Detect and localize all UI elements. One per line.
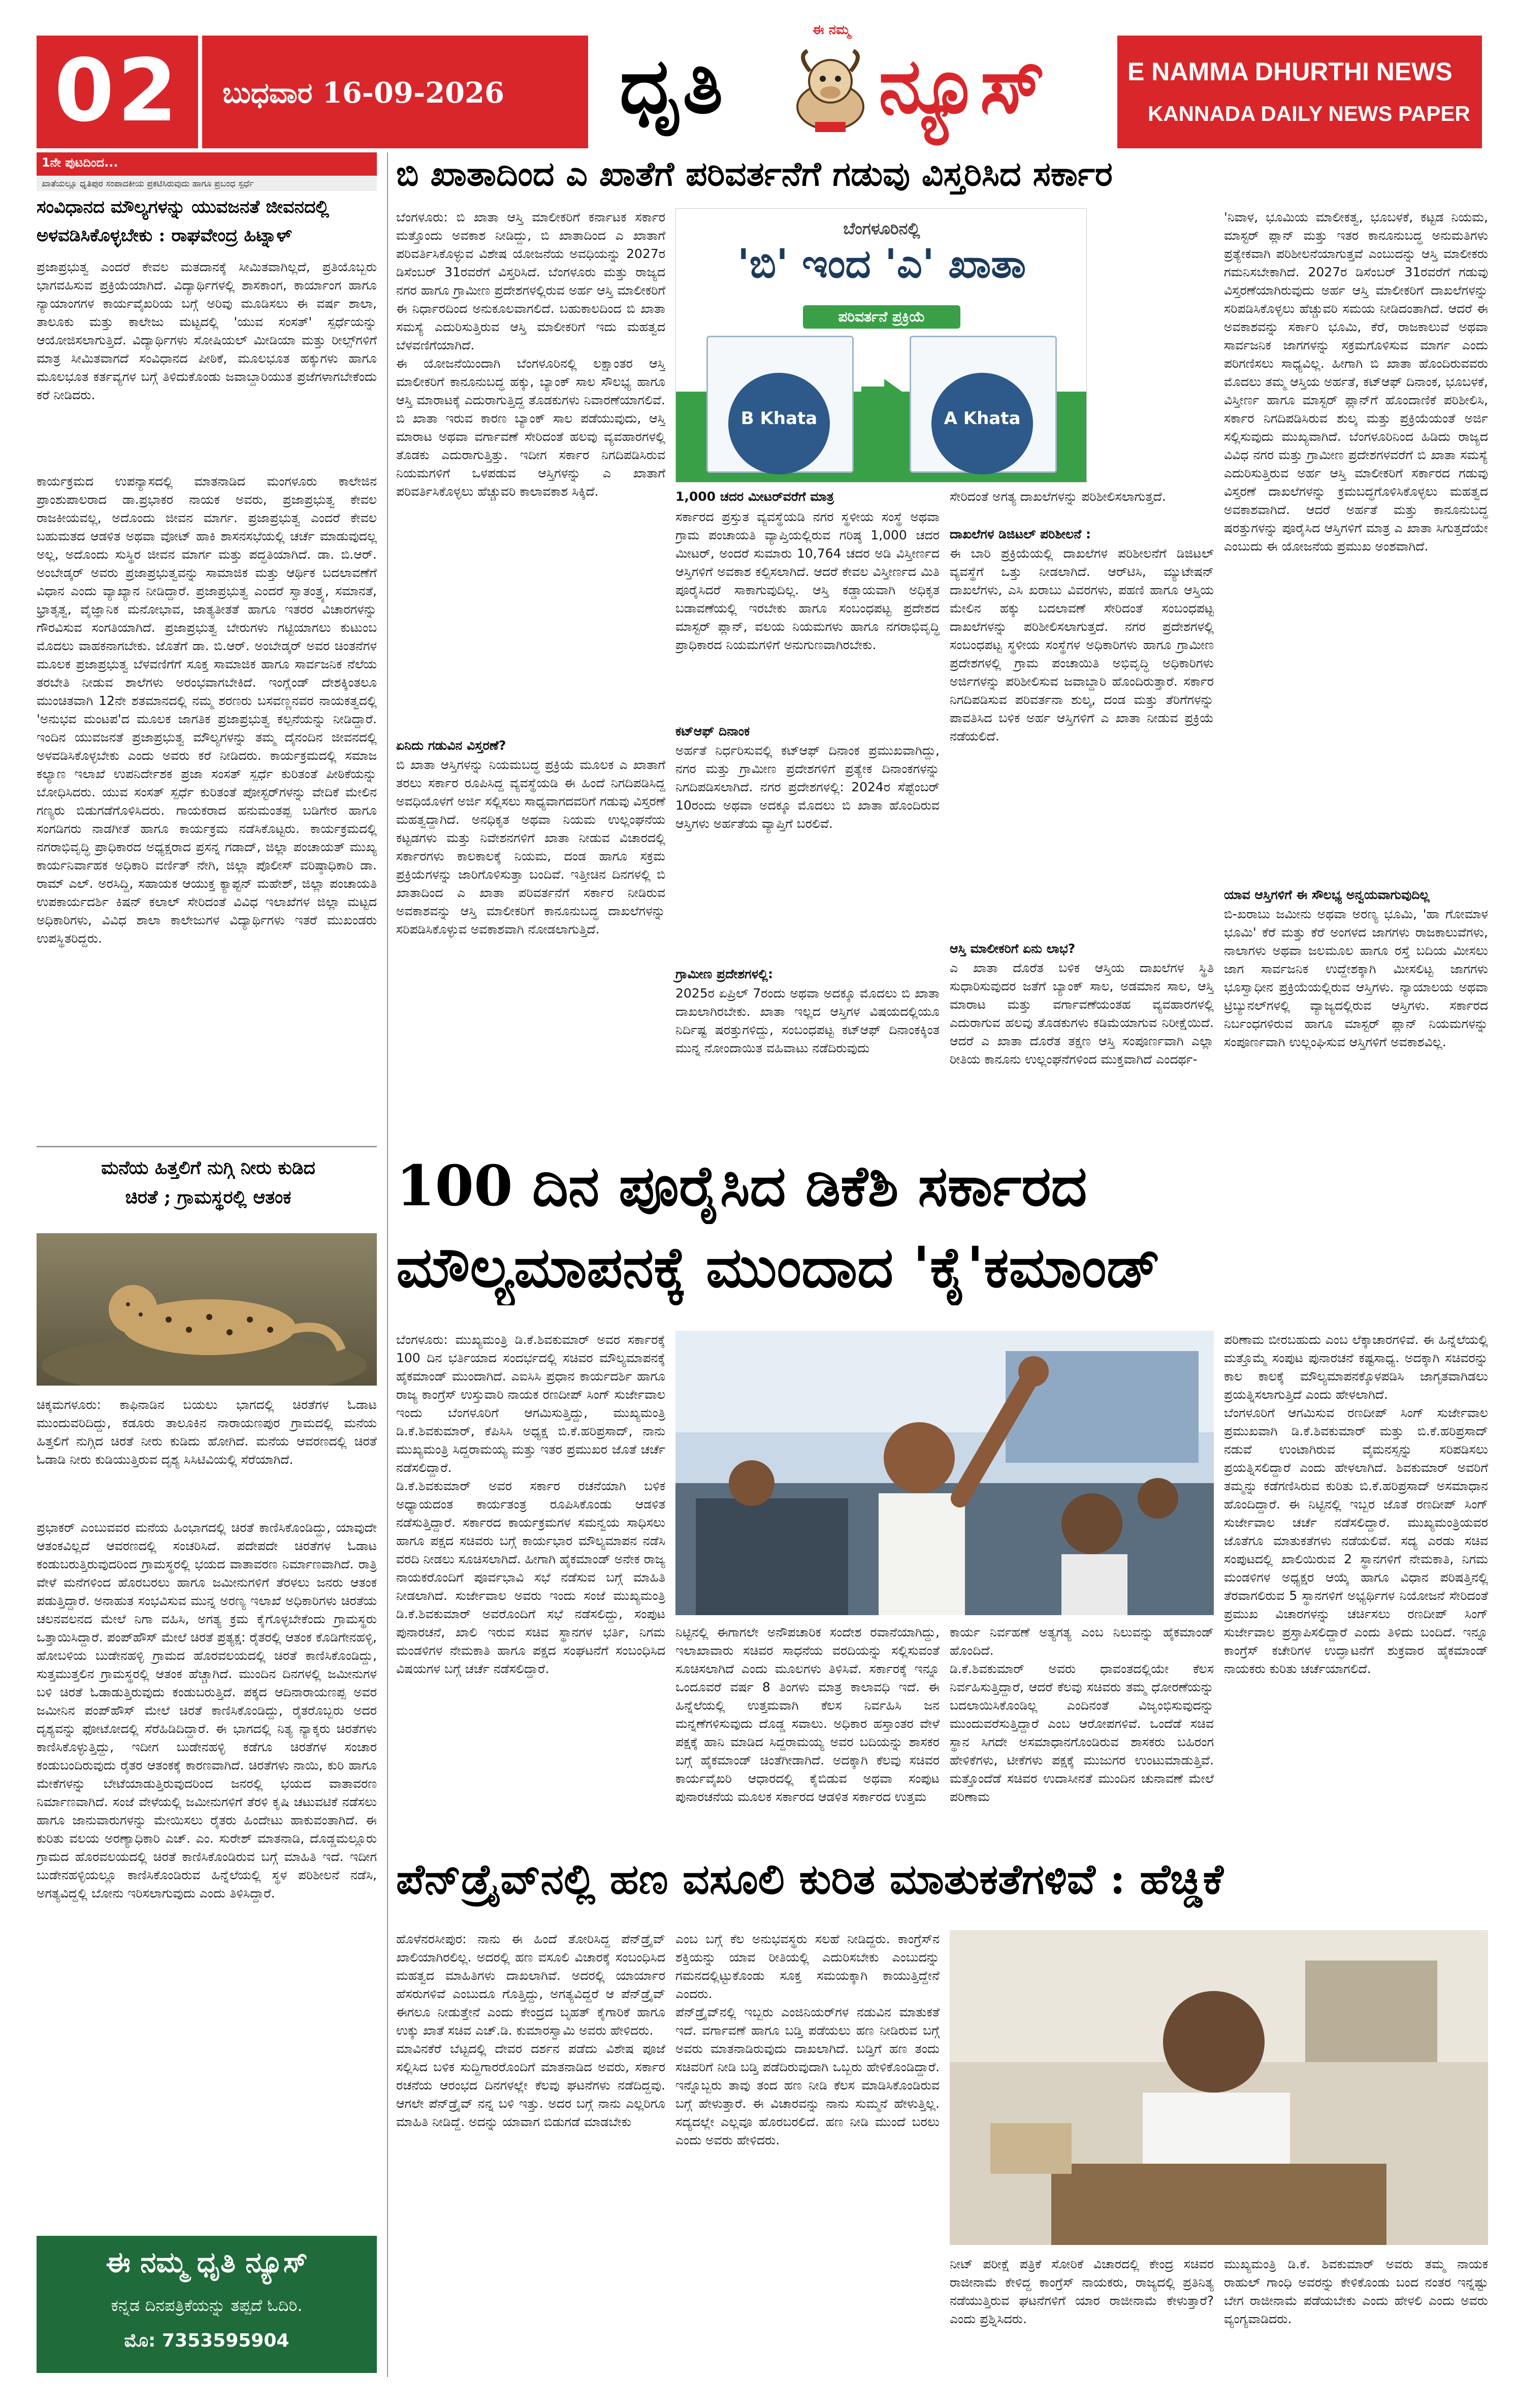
left-story2-body-2: ಪ್ರಭಾಕರ್ ಎಂಬುವವರ ಮನೆಯ ಹಿಂಭಾಗದಲ್ಲಿ ಚಿರತೆ ಕಾಣಿಸಿಕೊಂಡಿದ್ದು, ಯಾವುದೇ ಆತಂಕವಿಲ್ಲದೆ ಆವರಣದಲ್ಲಿ ಸಂಚರಿಸಿದೆ. ಪದೇಪದೇ ಚಿರತೆಗಳ ಓಡಾಟ ಕಂಡುಬರುತ್ತಿರುವುದರಿಂದ ಗ್ರಾಮಸ್ಥರಲ್ಲಿ ಭಯದ ವಾತಾವರಣ ನಿರ್ಮಾಣವಾಗಿದೆ. ರಾತ್ರಿ ವೇಳೆ ಮನೆಗಳಿಂದ ಹೊರಬರಲು ಹಾಗೂ ಜಮೀನುಗಳಿಗೆ ತೆರಳಲು ಜನರು ಆತಂಕ ಪಡುತ್ತಿದ್ದಾರೆ. ಅನಾಹುತ ಸಂಭವಿಸುವ ಮುನ್ನ ಅರಣ್ಯ ಇಲಾಖೆ ಅಧಿಕಾರಿಗಳು ಚಿರತೆಯ ಚಲನವಲನದ ಮೇಲೆ ನಿಗಾ ವಹಿಸಿ, ಅಗತ್ಯ ಕ್ರಮ ಕೈಗೊಳ್ಳಬೇಕೆಂದು ಗ್ರಾಮಸ್ಥರು ಒತ್ತಾಯಿಸಿದ್ದಾರೆ. ಪಂಪ್‌ಹೌಸ್ ಮೇಲೆ ಚಿರತೆ ಪ್ರತ್ಯಕ್ಷ: ರೈತರಲ್ಲಿ ಆತಂಕ ಕೊಡಿಗೇನಹಳ್ಳಿ, ಹೋಬಳಿಯ ಬುಡೇನಹಳ್ಳಿ ಗ್ರಾಮದ ಹೊರವಲಯದಲ್ಲಿ ಚಿರತೆ ಕಾಣಿಸಿಕೊಂಡಿದ್ದು, ಸುತ್ತಮುತ್ತಲಿನ ಗ್ರಾಮಸ್ಥರಲ್ಲಿ ಆತಂಕ ಹೆಚ್ಚಾಗಿದೆ. ಮುಂದಿನ ದಿನಗಳಲ್ಲಿ ಜಮೀನುಗಳ ಬಳಿ ಚಿರತೆ ಓಡಾಡುತ್ತಿರುವುದು ಕಂಡುಬರುತ್ತಿದೆ. ಪಕ್ಕದ ಆದಿನಾರಾಯಣಪ್ಪ ಅವರ ಜಮೀನಿನ ಪಂಪ್‌ಹೌಸ್ ಮೇಲೆ ಚಿರತೆ ಕಾಣಿಸಿಕೊಂಡಿದ್ದು, ರೈತರೊಬ್ಬರು ಅದರ ದೃಶ್ಯವನ್ನು ಫೋಟೋದಲ್ಲಿ ಸೆರೆಹಿಡಿದಿದ್ದಾರೆ. ಈ ಭಾಗದಲ್ಲಿ ನಿತ್ಯ ನ್ಯಾಕ್ಕರು ಚಿರತೆಗಳು ಕಾಣಿಸಿಕೊಳ್ಳುತ್ತಿದ್ದು, ಇದೀಗ ಬುಡೇನಹಳ್ಳಿ ಕಡೆಗೂ ಚಿರತೆಗಳ ಸಂಚಾರ ಕಂಡುಬಂದಿರುವುದು ರೈತರ ಆತಂಕಕ್ಕೆ ಕಾರಣವಾಗಿದೆ. ಚಿರತೆಗಳು ನಾಯಿ, ಕುರಿ ಹಾಗೂ ಮೇಕೆಗಳನ್ನು ಬೇಟೆಯಾಡುತ್ತಿರುವುದರಿಂದ ಜನರಲ್ಲಿ ಭಯದ ವಾತಾವರಣ ನಿರ್ಮಾಣವಾಗಿದೆ. ಸಂಜೆ ವೇಳೆಯಲ್ಲಿ ಜಮೀನುಗಳಿಗೆ ತೆರಳಿ ಕೃಷಿ ಚಟುವಟಿಕೆ ನಡೆಸಲು ಹಾಗೂ ಜಾನುವಾರುಗಳನ್ನು ಮೇಯಿಸಲು ರೈತರು ಹಿಂದೇಟು ಹಾಕುವಂತಾಗಿದೆ. ಈ ಕುರಿತು ವಲಯ ಅರಣ್ಯಾಧಿಕಾರಿ ಎಚ್. ಎಂ. ಸುರೇಶ್ ಮಾತನಾಡಿ, ದೊಡ್ಡಮಲ್ಲೂರು ಗ್ರಾಮದ ಹೊರವಲಯದಲ್ಲಿ ಚಿರತೆ ಕಾಣಿಸಿಕೊಂಡಿರುವ ಬಗ್ಗೆ ಮಾಹಿತಿ ಇದೆ. ಇದೀಗ ಬುಡೇನಹಳ್ಳಿಯಲ್ಲೂ ಕಾಣಿಸಿಕೊಂಡಿರುವ ಹಿನ್ನೆಲೆಯಲ್ಲಿ ಸ್ಥಳ ಪರಿಶೀಲನೆ ನಡೆಸಿ, ಅಗತ್ಯವಿದ್ದಲ್ಲಿ ಬೋನು ಇರಿಸಲಾಗುವುದು ಎಂದು ತಿಳಿಸಿದ್ದಾರೆ. bbox=[37, 1520, 377, 1901]
dk-headline-1: 100 ದಿನ ಪೂರೈಸಿದ ಡಿಕೆಶಿ ಸರ್ಕಾರದ bbox=[396, 1153, 1087, 1218]
logo-small-text: ಈ ನಮ್ಮ bbox=[813, 22, 851, 38]
section-divider bbox=[37, 1146, 377, 1147]
lead-col3-b: ಈ ಬಾರಿ ಪ್ರಕ್ರಿಯೆಯಲ್ಲಿ ದಾಖಲೆಗಳ ಪರಿಶೀಲನೆಗೆ ಡಿಜಿಟಲ್ ವ್ಯವಸ್ಥೆಗೆ ಒತ್ತು ನೀಡಲಾಗಿದೆ. ಆರ್‌ಟಿಸಿ, ಮ್ಯುಟೇಷನ್ ದಾಖಲೆಗಳು, ಎಸಿ ಖರಾಬು ವಿವರಗಳು, ಪಹಣಿ ಹಾಗೂ ಆಸ್ತಿಯ ಮೇಲಿನ ಹಕ್ಕು ಬದಲಾವಣೆ ಸೇರಿದಂತೆ ಸಂಬಂಧಪಟ್ಟ ದಾಖಲೆಗಳನ್ನು ಪರಿಶೀಲಿಸಲಾಗುತ್ತದೆ. ನಗರ ಪ್ರದೇಶಗಳಲ್ಲಿ ಸಂಬಂಧಪಟ್ಟ ಸ್ಥಳೀಯ ಸಂಸ್ಥೆಗಳ ಅಧಿಕಾರಿಗಳು ಹಾಗೂ ಗ್ರಾಮೀಣ ಪ್ರದೇಶಗಳಲ್ಲಿ ಗ್ರಾಮ ಪಂಚಾಯಿತಿ ಅಭಿವೃದ್ಧಿ ಅಧಿಕಾರಿಗಳು ಅರ್ಜಿಗಳನ್ನು ಪರಿಶೀಲಿಸುವ ಜವಾಬ್ದಾರಿ ಹೊಂದಿರುತ್ತಾರೆ. ಸರ್ಕಾರ ನಿಗದಿಪಡಿಸುವ ಪರಿವರ್ತನಾ ಶುಲ್ಕ, ದಂಡ ಮತ್ತು ತೆರಿಗೆಗಳನ್ನು ಪಾವತಿಸಿದ ಬಳಿಕ ಅರ್ಹ ಆಸ್ತಿಗಳಿಗೆ ಎ ಖಾತಾ ನೀಡುವ ಪ್ರಕ್ರಿಯೆ ನಡೆಯಲಿದೆ. bbox=[950, 546, 1214, 744]
pendrive-photo-caption: ನೀಟ್ ಪರೀಕ್ಷೆ ಪತ್ರಿಕೆ ಸೋರಿಕೆ ವಿಚಾರದಲ್ಲಿ ಕೇಂದ್ರ ಸಚಿವರ ರಾಜೀನಾಮೆ ಕೇಳಿದ್ದ ಕಾಂಗ್ರೆಸ್ ನಾಯಕರು, ರಾಜ್ಯದಲ್ಲಿ ಪ್ರತಿನಿತ್ಯ ನಡೆಯುತ್ತಿರುವ ಘಟನೆಗಳಿಗೆ ಯಾರ ರಾಜೀನಾಮೆ ಕೇಳುತ್ತಾರೆ? ಎಂದು ಪ್ರಶ್ನಿಸಿದರು. bbox=[950, 2257, 1214, 2326]
kumaraswamy-photo bbox=[950, 1930, 1488, 2245]
ad-title: ಈ ನಮ್ಮ ಧೃತಿ ನ್ಯೂಸ್ bbox=[106, 2246, 308, 2279]
left-story1-body-2: ಕಾರ್ಯಕ್ರಮದ ಉಪನ್ಯಾಸದಲ್ಲಿ ಮಾತನಾಡಿದ ಮಂಗಳೂರು ಕಾಲೇಜಿನ ಪ್ರಾಂಶುಪಾಲರಾದ ಡಾ.ಪ್ರಭಾಕರ ನಾಯಕ ಅವರು, ಪ್ರಜಾಪ್ರಭುತ್ವ ಕೇವಲ ರಾಜಕೀಯವಲ್ಲ, ಅದೊಂದು ಜೀವನ ಮಾರ್ಗ. ಪ್ರಜಾಪ್ರಭುತ್ವ ಎಂದರೆ ಕೇವಲ ಬಹುಮತದ ಆಡಳಿತ ಅಥವಾ ವೋಟ್ ಹಾಕಿ ಶಾಸನಸಭೆಯಲ್ಲಿ ಚರ್ಚೆ ಮಾಡುವುದಲ್ಲ ಅಲ್ಲ, ಅದೊಂದು ಸುಸ್ಥಿರ ಜೀವನ ಮಾರ್ಗ ಮತ್ತು ಪದ್ಧತಿಯಾಗಿದೆ. ಡಾ. ಬಿ.ಆರ್. ಅಂಬೇಡ್ಕರ್ ಅವರು ಪ್ರಜಾಪ್ರಭುತ್ವವನ್ನು ಸಾಮಾಜಿಕ ಮತ್ತು ಆರ್ಥಿಕ ಬದಲಾವಣೆಗೆ ವಿಧಾನ ಎಂದು ವ್ಯಾಖ್ಯಾನ ನೀಡಿದ್ದಾರೆ. ಪ್ರಜಾಪ್ರಭುತ್ವ ಎಂದರೆ ಸ್ವಾತಂತ್ರ್ಯ, ಸಮಾನತೆ, ಭ್ರಾತೃತ್ವ, ವೈಜ್ಞಾನಿಕ ಮನೋಭಾವ, ಜಾತ್ಯತೀತತೆ ಹಾಗೂ ಇತರರ ವಿಚಾರಗಳನ್ನು ಗೌರವಿಸುವ ಸಂಗತಿಯಾಗಿದೆ. ಪ್ರಜಾಪ್ರಭುತ್ವ ಬೇರುಗಳು ಗಟ್ಟಿಯಾಗಲು ಕುಟುಂಬ ಮೊದಲು ವಾಹಕನಾಗಬೇಕು. ಜೊತೆಗೆ ಡಾ. ಬಿ.ಆರ್. ಅಂಬೇಡ್ಕರ್ ಅವರ ಚಿಂತನೆಗಳ ಮೂಲಕ ಪ್ರಜಾಪ್ರಭುತ್ವ ಬೆಳವಣಿಗೆಗೆ ಸೂಕ್ತ ಸಾಮಾಜಿಕ ಹಾಗೂ ಸಾರ್ವಜನಿಕ ನೆಲೆಯ ತರಬೇತಿ ನೀಡುವ ಶಾಲೆಗಳು ಅರಂಭವಾಗಬೇಕಿದೆ. ಇಂಗ್ಲೆಂಡ್ ದೇಶಕ್ಕಿಂತಲೂ ಮುಂಚಿತವಾಗಿ 12ನೇ ಶತಮಾನದಲ್ಲಿ ನಮ್ಮ ಶರಣರು ಬಸವಣ್ಣನವರ ನಾಯಕತ್ವದಲ್ಲಿ 'ಅನುಭವ ಮಂಟಪ'ದ ಮೂಲಕ ಜಾಗತಿಕ ಪ್ರಜಾಪ್ರಭುತ್ವ ಕಲ್ಪನೆಯನ್ನು ನೀಡಿದ್ದಾರೆ. ಇಂದಿನ ಯುವಜನತೆ ಪ್ರಜಾಪ್ರಭುತ್ವ ಮೌಲ್ಯಗಳನ್ನು ತಮ್ಮ ದೈನಂದಿನ ಜೀವನದಲ್ಲಿ ಅಳವಡಿಸಿಕೊಳ್ಳಬೇಕು ಎಂದು ಅವರು ಕರೆ ನೀಡಿದರು. ಕಾರ್ಯಕ್ರಮದಲ್ಲಿ ಸಮಾಜ ಕಲ್ಯಾಣ ಇಲಾಖೆ ಉಪನಿರ್ದೇಶಕ ಪ್ರಜಾ ಸಂಸತ್ ಸ್ಪರ್ಧೆ ಕುರಿತಂತೆ ಪೀಠಿಕೆಯನ್ನು ಬೋಧಿಸಿದರು. ಯುವ ಸಂಸತ್ ಸ್ಪರ್ಧೆ ಕುರಿತಂತೆ ಪೋಸ್ಟರ್‌ಗಳನ್ನು ವೇದಿಕೆ ಮೇಲಿನ ಗಣ್ಯರು ಬಿಡುಗಡೆಗೊಳಿಸಿದರು. ಗಾಯಕರಾದ ಹನುಮಂತಪ್ಪ ಬಡಿಗೇರ ಹಾಗೂ ಸಂಗಡಿಗರು ನಾಡಗೀತೆ ಹಾಗೂ ಕಾರ್ಯಕ್ರಮ ನಡೆಸಿಕೊಟ್ಟರು. ಕಾರ್ಯಕ್ರಮದಲ್ಲಿ ನಗರಾಭಿವೃದ್ಧಿ ಪ್ರಾಧಿಕಾರದ ಅಧ್ಯಕ್ಷರಾದ ಪ್ರಸನ್ನ ಗಡಾದ್, ಜಿಲ್ಲಾ ಪಂಚಾಯತ್ ಮುಖ್ಯ ಕಾರ್ಯನಿರ್ವಾಹಕ ಅಧಿಕಾರಿ ವರ್ಣಿತ್ ನೇಗಿ, ಜಿಲ್ಲಾ ಪೊಲೀಸ್ ವರಿಷ್ಠಾಧಿಕಾರಿ ಡಾ. ರಾಮ್ ಎಲ್. ಅರಸಿದ್ದಿ, ಸಹಾಯಕ ಆಯುಕ್ತ ಕ್ಯಾಪ್ಟನ್ ಮಹೇಶ್, ಜಿಲ್ಲಾ ಪಂಚಾಯತಿ ಉಪಕಾರ್ಯದರ್ಶಿ ಕಿಷನ್ ಕಲಾಲ್ ಸೇರಿದಂತೆ ವಿವಿಧ ಇಲಾಖೆಗಳ ಜಿಲ್ಲಾ ಮಟ್ಟದ ಅಧಿಕಾರಿಗಳು, ವಿವಿಧ ಶಾಲಾ ಕಾಲೇಜುಗಳ ವಿದ್ಯಾರ್ಥಿಗಳು ಇತರೆ ಮುಖಂಡರು ಉಪಸ್ಥಿತರಿದ್ದರು. bbox=[37, 474, 377, 946]
column-rule bbox=[387, 152, 388, 2377]
continued-tag-text: 1ನೇ ಪುಟದಿಂದ... bbox=[42, 155, 118, 170]
graphic-kicker: ಬೆಂಗಳೂರಿನಲ್ಲಿ bbox=[843, 219, 920, 238]
lead-col2-subhead-0: 1,000 ಚದರ ಮೀಟರ್‌ವರೆಗೆ ಮಾತ್ರ bbox=[675, 489, 834, 504]
ad-phone: ಮೊ: 7353595904 bbox=[124, 2330, 289, 2351]
left-story2-body-1: ಚಿಕ್ಕಮಗಳೂರು: ಕಾಫಿನಾಡಿನ ಬಯಲು ಭಾಗದಲ್ಲಿ ಚಿರತೆಗಳ ಓಡಾಟ ಮುಂದುವರಿದಿದ್ದು, ಕಡೂರು ತಾಲೂಕಿನ ನಾರಾಯಣಪುರ ಗ್ರಾಮದಲ್ಲಿ ಮನೆಯ ಹಿತ್ತಲಿಗೆ ನುಗ್ಗಿದ ಚಿರತೆ ನೀರು ಕುಡಿದು ಹೋಗಿದೆ. ಮನೆಯ ಆವರಣದಲ್ಲಿ ಚಿರತೆ ಓಡಾಡಿ ನೀರು ಕುಡಿಯುತ್ತಿರುವ ದೃಶ್ಯ ಸಿಸಿಟಿವಿಯಲ್ಲಿ ಸೆರೆಯಾಗಿದೆ. bbox=[37, 1397, 377, 1467]
khata-graphic bbox=[675, 208, 1087, 483]
logo-left-word: ಧೃತಿ bbox=[620, 42, 723, 131]
continued-tag-subline: ಖಾತೆಯಲ್ಲೂ ಧೃತಿಪುರ ಸಂಪಾದಕೀಯ ಪ್ರಕಟಿಸಿರುವುದು ಹಾಗೂ ಪ್ರಬಂಧ ಸ್ಪರ್ಧೆ bbox=[37, 177, 377, 191]
dk-headline-2: ಮೌಲ್ಯಮಾಪನಕ್ಕೆ ಮುಂದಾದ 'ಕೈ'ಕಮಾಂಡ್ bbox=[396, 1234, 1160, 1300]
left-story1-headline-2: ಅಳವಡಿಸಿಕೊಳ್ಳಬೇಕು : ರಾಘವೇಂದ್ರ ಹಿಟ್ನಾಳ್ bbox=[37, 225, 292, 246]
lead-col4-subhead: ಯಾವ ಆಸ್ತಿಗಳಿಗೆ ಈ ಸೌಲಭ್ಯ ಅನ್ವಯವಾಗುವುದಿಲ್ಲ bbox=[1224, 887, 1430, 902]
lead-col3-c: ಎ ಖಾತಾ ದೊರೆತ ಬಳಿಕ ಆಸ್ತಿಯ ದಾಖಲೆಗಳ ಸ್ಥಿತಿ ಸುಧಾರಿಸುವುದರ ಜತೆಗೆ ಬ್ಯಾಂಕ್ ಸಾಲ, ಅಡಮಾನ ಸಾಲ, ಆಸ್ತಿ ಮಾರಾಟ ಮತ್ತು ವರ್ಗಾವಣೆಯಂತಹ ವ್ಯವಹಾರಗಳಲ್ಲಿ ಎದುರಾಗುವ ಹಲವು ತೊಡಕುಗಳು ಕಡಿಮೆಯಾಗುವ ನಿರೀಕ್ಷೆಯಿದೆ. ಆದರೆ ಎ ಖಾತಾ ದೊರೆತ ತಕ್ಷಣ ಆಸ್ತಿ ಸಂಪೂರ್ಣವಾಗಿ ಎಲ್ಲಾ ರೀತಿಯ ಕಾನೂನು ಉಲ್ಲಂಘನೆಗಳಿಂದ ಮುಕ್ತವಾಗಿದೆ ಎಂದರ್ಥ- bbox=[950, 960, 1214, 1067]
lead-col3-subhead-2: ಆಸ್ತಿ ಮಾಲೀಕರಿಗೆ ಏನು ಲಾಭ? bbox=[950, 941, 1076, 956]
left-story2-headline-1: ಮನೆಯ ಹಿತ್ತಲಿಗೆ ನುಗ್ಗಿ ನೀರು ಕುಡಿದ bbox=[101, 1157, 315, 1178]
lead-col3-subhead-1: ದಾಖಲೆಗಳ ಡಿಜಿಟಲ್ ಪರಿಶೀಲನೆ : bbox=[950, 527, 1091, 541]
arrow-right-icon bbox=[859, 376, 905, 407]
graphic-title: 'ಬಿ' ಇಂದ 'ಎ' ಖಾತಾ bbox=[737, 241, 1026, 287]
lead-col2-b: ಅರ್ಹತೆ ನಿರ್ಧರಿಸುವಲ್ಲಿ ಕಟ್‌ಆಫ್ ದಿನಾಂಕ ಪ್ರಮುಖವಾಗಿದ್ದು, ನಗರ ಮತ್ತು ಗ್ರಾಮೀಣ ಪ್ರದೇಶಗಳಿಗೆ ಪ್ರತ್ಯೇಕ ದಿನಾಂಕಗಳನ್ನು ನಿಗದಿಪಡಿಸಲಾಗಿದೆ. ನಗರ ಪ್ರದೇಶಗಳಲ್ಲಿ: 2024ರ ಸೆಪ್ಟೆಂಬರ್ 10ರಂದು ಅಥವಾ ಅದಕ್ಕೂ ಮೊದಲು ಬಿ ಖಾತಾ ಹೊಂದಿರುವ ಆಸ್ತಿಗಳು ಅರ್ಹತೆಯ ವ್ಯಾಪ್ತಿಗೆ ಬರಲಿವೆ. bbox=[675, 743, 940, 831]
english-title-box bbox=[1117, 36, 1482, 148]
graphic-band: ಪರಿವರ್ತನೆ ಪ್ರಕ್ರಿಯೆ bbox=[803, 305, 960, 329]
lead-col1-b: ಬಿ ಖಾತಾ ಆಸ್ತಿಗಳನ್ನು ನಿಯಮಬದ್ಧ ಪ್ರಕ್ರಿಯೆ ಮೂಲಕ ಎ ಖಾತಾಗೆ ತರಲು ಸರ್ಕಾರ ರೂಪಿಸಿದ್ದ ವ್ಯವಸ್ಥೆಯಡಿ ಈ ಹಿಂದೆ ನಿಗದಿಪಡಿಸಿದ್ದ ಅವಧಿಯೊಳಗೆ ಅರ್ಜಿ ಸಲ್ಲಿಸಲು ಸಾಧ್ಯವಾಗದವರಿಗೆ ಗಡುವು ವಿಸ್ತರಣೆ ಮಹತ್ವದ್ದಾಗಿದೆ. ಅನಧಿಕೃತ ಅಥವಾ ನಿಯಮ ಉಲ್ಲಂಘನೆಯ ಕಟ್ಟಡಗಳು ಮತ್ತು ನಿವೇಶನಗಳಿಗೆ ಖಾತಾ ನೀಡುವ ವಿಚಾರದಲ್ಲಿ ಸರ್ಕಾರಗಳು ಕಾಲಕಾಲಕ್ಕೆ ನಿಯಮ, ದಂಡ ಹಾಗೂ ಸಕ್ರಮ ಪ್ರಕ್ರಿಯೆಗಳನ್ನು ಜಾರಿಗೊಳಿಸುತ್ತಾ ಬಂದಿವೆ. ಇತ್ತೀಚಿನ ದಿನಗಳಲ್ಲಿ ಬಿ ಖಾತಾದಿಂದ ಎ ಖಾತಾ ಪರಿವರ್ತನೆಗೆ ಸರ್ಕಾರ ನೀಡಿರುವ ಅವಕಾಶವನ್ನು ಆಸ್ತಿ ಮಾಲೀಕರಿಗೆ ಕಾನೂನುಬದ್ಧ ದಾಖಲೆಗಳನ್ನು ಸರಿಪಡಿಸಿಕೊಳ್ಳುವ ಅವಕಾಶವಾಗಿ ನೋಡಲಾಗುತ್ತಿದೆ. bbox=[396, 757, 665, 937]
a-khata-doc bbox=[910, 336, 1057, 473]
dk-col4: ಪರಿಣಾಮ ಬೀರಬಹುದು ಎಂಬ ಲೆಕ್ಕಾಚಾರಗಳಿವೆ. ಈ ಹಿನ್ನೆಲೆಯಲ್ಲಿ ಮತ್ತೊಮ್ಮೆ ಸಂಪುಟ ಪುನಾರಚನೆ ಕಷ್ಟಸಾಧ್ಯ. ಅದಕ್ಕಾಗಿ ಸಚಿವರನ್ನು ಕಾಲ ಕಾಲಕ್ಕೆ ಮೌಲ್ಯಮಾಪನಕ್ಕೊಳಪಡಿಸಿ ಜಾಗೃತವಾಗಿಡಲು ಪ್ರಯತ್ನಿಸಲಾಗುತ್ತಿದೆ ಎಂದು ಹೇಳಲಾಗಿದೆ. ಬೆಂಗಳೂರಿಗೆ ಆಗಮಿಸುವ ರಣದೀಪ್ ಸಿಂಗ್ ಸುರ್ಜೇವಾಲ ಪ್ರಮುಖವಾಗಿ ಡಿ.ಕೆ.ಶಿವಕುಮಾರ್ ಮತ್ತು ಬಿ.ಕೆ.ಹರಿಪ್ರಸಾದ್ ನಡುವೆ ಉಂಟಾಗಿರುವ ವೈಮನಸ್ಸನ್ನು ಸರಿಪಡಿಸಲು ಪ್ರಯತ್ನಿಸಲಿದ್ದಾರೆ ಎಂದು ಹೇಳಲಾಗಿದೆ. ಶಿವಕುಮಾರ್‌ ಅವರಿಗೆ ತಮ್ಮನ್ನು ಕಡೆಗಣಿಸಿರುವ ಕುರಿತು ಬಿ.ಕೆ.ಹರಿಪ್ರಸಾದ್ ಅಸಮಾಧಾನ ಹೊಂದಿದ್ದಾರೆ. ಈ ನಿಟ್ಟಿನಲ್ಲಿ ಇಬ್ಬರ ಜೊತೆ ರಣದೀಪ್ ಸಿಂಗ್ ಸುರ್ಜೇವಾಲ ಚರ್ಚೆ ನಡೆಸಲಿದ್ದಾರೆ. ಮುಖ್ಯಮಂತ್ರಿಯವರ ಜೊತೆಗೂ ಮಾತುಕತೆಗಳು ನಡೆಯಲಿವೆ. ಸದ್ಯ ಎರಡು ಸಚಿವ ಸಂಪುಟದಲ್ಲಿ ಖಾಲಿಯಿರುವ 2 ಸ್ಥಾನಗಳಿಗೆ ನೇಮಕಾತಿ, ನಿಗಮ ಮಂಡಳಿಗಳ ಅಧ್ಯಕ್ಷರ ಆಯ್ಕೆ ಹಾಗೂ ವಿಧಾನ ಪರಿಷತ್ತಿನಲ್ಲಿ ತೆರವಾಗಲಿರುವ 5 ಸ್ಥಾನಗಳಿಗೆ ಅಭ್ಯರ್ಥಿಗಳ ನಿಯೋಜನೆ ಸೇರಿದಂತೆ ಪ್ರಮುಖ ವಿಚಾರಗಳನ್ನು ಚರ್ಚಿಸಲು ರಣದೀಪ್ ಸಿಂಗ್ ಸುರ್ಜೇವಾಲ ಪ್ರಸ್ತಾಪಿಸಲಿದ್ದಾರೆ ಎಂದು ತಿಳಿದು ಬಂದಿದೆ. ಇನ್ನೂ ಕಾಂಗ್ರೆಸ್ ಕಚೇರಿಗಳ ಉದ್ಘಾಟನೆಗೆ ಶುಕ್ರವಾರ ಹೈಕಮಾಂಡ್ ನಾಯಕರು ಕುರಿತು ಚರ್ಚೆಯಾಗಲಿದೆ. bbox=[1224, 1332, 1488, 1676]
pendrive-headline: ಪೆನ್‌ಡ್ರೈವ್‌ನಲ್ಲಿ ಹಣ ವಸೂಲಿ ಕುರಿತ ಮಾತುಕತೆಗಳಿವೆ : ಹೆಚ್ಡಿಕೆ bbox=[396, 1855, 1223, 1904]
left-story1-body-1: ಪ್ರಜಾಪ್ರಭುತ್ವ ಎಂದರೆ ಕೇವಲ ಮತದಾನಕ್ಕೆ ಸೀಮಿತವಾಗಿಲ್ಲದೆ, ಪ್ರತಿಯೊಬ್ಬರು ಭಾಗವಹಿಸುವ ಪ್ರಕ್ರಿಯೆಯಾಗಿದೆ. ವಿದ್ಯಾರ್ಥಿಗಳಲ್ಲಿ ಶಾಸಕಾಂಗ, ಕಾರ್ಯಾಂಗ ಹಾಗೂ ನ್ಯಾಯಾಂಗಗಳ ಕಾರ್ಯವೈಖರಿಯ ಬಗ್ಗೆ ಅರಿವು ಮೂಡಿಸಲು ಈ ವರ್ಷ ಶಾಲಾ, ತಾಲೂಕು ಮತ್ತು ಕಾಲೇಜು ಮಟ್ಟದಲ್ಲಿ 'ಯುವ ಸಂಸತ್' ಸ್ಪರ್ಧೆಯನ್ನು ಆಯೋಜಿಸಲಾಗುತ್ತಿದೆ. ವಿದ್ಯಾರ್ಥಿಗಳು ಸೋಷಿಯಲ್ ಮೀಡಿಯಾ ಮತ್ತು ರೀಲ್ಸ್‌ಗಳಿಗೆ ಮಾತ್ರ ಸೀಮಿತವಾಗದೆ ಸಂವಿಧಾನದ ಪೀಠಿಕೆ, ಮೂಲಭೂತ ಹಕ್ಕುಗಳು ಹಾಗೂ ಮೂಲಭೂತ ಕರ್ತವ್ಯಗಳ ಬಗ್ಗೆ ತಿಳಿದುಕೊಂಡು ಜವಾಬ್ದಾರಿಯುತ ಪ್ರಜೆಗಳಾಗಬೇಕೆಂದು ಕರೆ ನೀಡಿದರು. bbox=[37, 260, 377, 402]
english-tagline: KANNADA DAILY NEWS PAPER bbox=[1148, 102, 1470, 125]
page-number: 02 bbox=[54, 41, 181, 141]
english-name: E NAMMA DHURTHI NEWS bbox=[1127, 57, 1453, 86]
lead-headline: ಬಿ ಖಾತಾದಿಂದ ಎ ಖಾತೆಗೆ ಪರಿವರ್ತನೆಗೆ ಗಡುವು ವಿಸ್ತರಿಸಿದ ಸರ್ಕಾರ bbox=[396, 154, 1113, 194]
lead-col4-b: ಬಿ-ಖರಾಬು ಜಮೀನು ಅಥವಾ ಅರಣ್ಯ ಭೂಮಿ, 'ಹಾ ಗೋಮಾಳ ಭೂಮಿ' ಕೆರೆ ಮತ್ತು ಕೆರೆ ಅಂಗಳದ ಜಾಗಗಳು ರಾಜಕಾಲುವೆಗಳು, ನಾಲಾಗಳು ಅಥವಾ ಜಲಮೂಲ ಹಾಗೂ ರಸ್ತೆ ಬದಿಯ ಮೀಸಲು ಜಾಗ ಸಾರ್ವಜನಿಕ ಉದ್ದೇಶಕ್ಕಾಗಿ ಮೀಸಲಿಟ್ಟ ಜಾಗಗಳು ಭೂಸ್ವಾಧೀನ ಪ್ರಕ್ರಿಯೆಯಲ್ಲಿರುವ ಆಸ್ತಿಗಳು. ನ್ಯಾಯಾಲಯ ಅಥವಾ ಟ್ರಿಬ್ಯುನಲ್‌ಗಳಲ್ಲಿ ವ್ಯಾಜ್ಯದಲ್ಲಿರುವ ಆಸ್ತಿಗಳು. ಸರ್ಕಾರದ ನಿರ್ಬಂಧಗಳಿರುವ ಹಾಗೂ ಮಾಸ್ಟರ್ ಪ್ಲಾನ್ ನಿಯಮಗಳನ್ನು ಸಂಪೂರ್ಣವಾಗಿ ಉಲ್ಲಂಘಿಸುವ ಆಸ್ತಿಗಳಿಗೆ ಅವಕಾಶವಿಲ್ಲ. bbox=[1224, 907, 1488, 1049]
page-number-box bbox=[37, 36, 198, 148]
lead-col3-a: ಸೇರಿದಂತೆ ಅಗತ್ಯ ದಾಖಲೆಗಳನ್ನು ಪರಿಶೀಲಿಸಲಾಗುತ್ತದೆ. bbox=[950, 489, 1166, 504]
b-khata-label: B Khata bbox=[740, 408, 818, 429]
dk-photo bbox=[675, 1331, 1214, 1615]
left-story1-headline-1: ಸಂವಿಧಾನದ ಮೌಲ್ಯಗಳನ್ನು ಯುವಜನತೆ ಜೀವನದಲ್ಲಿ bbox=[37, 197, 329, 217]
issue-date-box bbox=[202, 36, 588, 148]
dk-col1: ಬೆಂಗಳೂರು: ಮುಖ್ಯಮಂತ್ರಿ ಡಿ.ಕೆ.ಶಿವಕುಮಾರ್ ಅವರ ಸರ್ಕಾರಕ್ಕೆ 100 ದಿನ ಭರ್ತಿಯಾದ ಸಂದರ್ಭದಲ್ಲಿ ಸಚಿವರ ಮೌಲ್ಯಮಾಪನಕ್ಕೆ ಹೈಕಮಾಂಡ್ ಮುಂದಾಗಿದೆ. ಎಐಸಿಸಿ ಪ್ರಧಾನ ಕಾರ್ಯದರ್ಶಿ ಹಾಗೂ ರಾಜ್ಯ ಕಾಂಗ್ರೆಸ್ ಉಸ್ತುವಾರಿ ನಾಯಕ ರಣದೀಪ್ ಸಿಂಗ್ ಸುರ್ಜೇವಾಲ ಇಂದು ಬೆಂಗಳೂರಿಗೆ ಆಗಮಿಸುತ್ತಿದ್ದು, ಮುಖ್ಯಮಂತ್ರಿ ಡಿ.ಕೆ.ಶಿವಕುಮಾರ್, ಕೆಪಿಸಿಸಿ ಅಧ್ಯಕ್ಷ ಬಿ.ಕೆ.ಹರಿಪ್ರಸಾದ್, ನಾನು ಮುಖ್ಯಮಂತ್ರಿ ಸಿದ್ದರಾಮಯ್ಯ ಮತ್ತು ಇತರ ಪ್ರಮುಖರ ಜೊತೆ ಚರ್ಚೆ ನಡೆಸಲಿದ್ದಾರೆ. ಡಿ.ಕೆ.ಶಿವಕುಮಾರ್ ಅವರ ಸರ್ಕಾರ ರಚನೆಯಾಗಿ ಬಳಿಕ ಅಧ್ಯಾಯದಂತ ಕಾರ್ಯತಂತ್ರ ರೂಪಿಸಿಕೊಂಡು ಆಡಳಿತ ನಡೆಸುತ್ತಿದ್ದಾರೆ. ಸರ್ಕಾರದ ಕಾರ್ಯಕ್ರಮಗಳ ಸಮನ್ವಯ ಸಾಧಿಸಲು ಹಾಗೂ ಪಕ್ಷದ ಸಚಿವರು ಬಗ್ಗೆ ಕಾರ್ಯಭಾರ ಮೌಲ್ಯಮಾಪನ ನಡೆಸಿ ವರದಿ ನೀಡಲು ಸೂಚಿಸಲಾಗಿದೆ. ಹೀಗಾಗಿ ಹೈಕಮಾಂಡ್ ಅನೇಕ ರಾಜ್ಯ ನಾಯಕರೊಂದಿಗೆ ಪೂರ್ವಭಾವಿ ಸಭೆ ನಡೆಸುವ ಬಗ್ಗೆ ಮಾಹಿತಿ ನೀಡಲಾಗಿದೆ. ಸುರ್ಜೇವಾಲ ಅವರು ಇಂದು ಸಂಜೆ ಮುಖ್ಯಮಂತ್ರಿ ಡಿ.ಕೆ.ಶಿವಕುಮಾರ್ ಅವರೊಂದಿಗೆ ಸಭೆ ನಡೆಸಲಿದ್ದು, ಸಂಪುಟ ಪುನಾರಚನೆ, ಖಾಲಿ ಇರುವ ಸಚಿವ ಸ್ಥಾನಗಳ ಭರ್ತಿ, ನಿಗಮ ಮಂಡಳಿಗಳ ನೇಮಕಾತಿ ಹಾಗೂ ಪಕ್ಷದ ಸಂಘಟನೆಗೆ ಸಂಬಂಧಿಸಿದ ವಿಷಯಗಳ ಬಗ್ಗೆ ಚರ್ಚೆ ನಡೆಸಲಿದ್ದಾರೆ. bbox=[396, 1332, 665, 1676]
pendrive-col1: ಹೊಳೆನರಸೀಪುರ: ನಾನು ಈ ಹಿಂದೆ ತೋರಿಸಿದ್ದ ಪೆನ್‌ಡ್ರೈವ್ ಖಾಲಿಯಾಗಿರಲಿಲ್ಲ. ಅದರಲ್ಲಿ ಹಣ ವಸೂಲಿ ವಿಚಾರಕ್ಕೆ ಸಂಬಂಧಿಸಿದ ಮಹತ್ವದ ಮಾಹಿತಿಗಳು ದಾಖಲಾಗಿವೆ. ಅದರಲ್ಲಿ ಯಾರ್ಯಾರ ಹೆಸರುಗಳಿವೆ ಎಂಬುದೂ ಗೊತ್ತಿದ್ದು, ಅಗತ್ಯವಿದ್ದರೆ ಆ ಪೆನ್‌ಡ್ರೈವ್ ಈಗಲೂ ನೀಡುತ್ತೇನೆ ಎಂದು ಕೇಂದ್ರದ ಬೃಹತ್ ಕೈಗಾರಿಕೆ ಹಾಗೂ ಉಕ್ಕು ಖಾತೆ ಸಚಿವ ಎಚ್.ಡಿ. ಕುಮಾರಸ್ವಾಮಿ ಅವರು ಹೇಳಿದರು. ಮಾವಿನಕೆರೆ ಬೆಟ್ಟದಲ್ಲಿ ದೇವರ ದರ್ಶನ ಪಡೆದು ವಿಶೇಷ ಪೂಜೆ ಸಲ್ಲಿಸಿದ ಬಳಿಕ ಸುದ್ದಿಗಾರರೊಂದಿಗೆ ಮಾತನಾಡಿದ ಅವರು, ಸರ್ಕಾರ ರಚನೆಯ ಆರಂಭದ ದಿನಗಳಲ್ಲೇ ಕೆಲವು ಘಟನೆಗಳು ನಡೆದಿದ್ದವು. ಆಗಲೇ ಪೆನ್‌ಡ್ರೈವ್ ನನ್ನ ಬಳಿ ಇತ್ತು. ಅದರ ಬಗ್ಗೆ ನಾನು ಎಲ್ಲರಿಗೂ ಮಾಹಿತಿ ನೀಡಿದ್ದೆ. ಅದನ್ನು ಯಾವಾಗ ಬಿಡುಗಡೆ ಮಾಡಬೇಕು bbox=[396, 1932, 665, 2129]
lead-col2-subhead-1: ಕಟ್‌ಆಫ್ ದಿನಾಂಕ bbox=[675, 724, 750, 739]
dk-col3: ಕಾರ್ಯ ನಿರ್ವಹಣೆ ಅತ್ಯಗತ್ಯ ಎಂಬ ನಿಲುವನ್ನು ಹೈಕಮಾಂಡ್ ಹೊಂದಿದೆ. ಡಿ.ಕೆ.ಶಿವಕುಮಾರ್ ಅವರು ಧಾವಂತದಲ್ಲಿಯೇ ಕೆಲಸ ನಿರ್ವಹಿಸುತ್ತಿದ್ದಾರೆ, ಆದರೆ ಕೆಲವು ಸಚಿವರು ತಮ್ಮ ಧೋರಣೆಯನ್ನು ಬದಲಾಯಿಸಿಕೊಂಡಿಲ್ಲ ಎಂದಿನಂತೆ ವಿಜೃಂಭಿಸುವುದನ್ನು ಮುಂದುವರೆಸುತ್ತಿದ್ದಾರೆ ಎಂಬ ಆರೋಪಗಳಿವೆ. ಒಂದೆಡೆ ಸಚಿವ ಸ್ಥಾನ ಸಿಗದೇ ಅಸಮಾಧಾನಗೊಂಡಿರುವ ಶಾಸಕರು ಬಹಿರಂಗ ಹೇಳಿಕೆಗಳು, ಟೀಕೆಗಳು ಪಕ್ಷಕ್ಕೆ ಮುಜುಗರ ಉಂಟುಮಾಡುತ್ತಿವೆ. ಮತ್ತೊಂದೆಡೆ ಸಚಿವರ ಉದಾಸೀನತೆ ಮುಂದಿನ ಚುನಾವಣೆ ಮೇಲೆ ಪರಿಣಾಮ bbox=[950, 1625, 1214, 1804]
lead-col4: 'ನಿವಾಳ, ಭೂಮಿಯ ಮಾಲೀಕತ್ವ, ಭೂಬಳಕೆ, ಕಟ್ಟಡ ನಿಯಮ, ಮಾಸ್ಟರ್ ಪ್ಲಾನ್ ಮತ್ತು ಇತರ ಕಾನೂನುಬದ್ಧ ಅನುಮತಿಗಳು ಪ್ರತ್ಯೇಕವಾಗಿ ಪರಿಶೀಲನೆಯಾಗುತ್ತವೆ ಎಂಬುದನ್ನು ಆಸ್ತಿ ಮಾಲೀಕರು ಗಮನಿಸಬೇಕಾಗಿದೆ. 2027ರ ಡಿಸೆಂಬರ್ 31ರವರೆಗೆ ಗಡುವು ವಿಸ್ತರಣೆಯಾಗಿರುವುದು ಅರ್ಹ ಆಸ್ತಿ ಮಾಲೀಕರಿಗೆ ದಾಖಲೆಗಳನ್ನು ಸರಿಪಡಿಸಿಕೊಳ್ಳಲು ಹೆಚ್ಚುವರಿ ಸಮಯ ನೀಡಿದಂತಾಗಿದೆ. ಆದರೆ ಈ ಅವಕಾಶವನ್ನು ಸರ್ಕಾರಿ ಭೂಮಿ, ಕೆರೆ, ರಾಜಕಾಲುವೆ ಅಥವಾ ಸಾರ್ವಜನಿಕ ಜಾಗಗಳನ್ನು ಸಕ್ರಮಗೊಳಿಸುವ ಮಾರ್ಗ ಎಂದು ಪರಿಗಣಿಸಲು ಸಾಧ್ಯವಿಲ್ಲ. ಹೀಗಾಗಿ ಬಿ ಖಾತಾ ಹೊಂದಿರುವವರು ಮೊದಲು ತಮ್ಮ ಆಸ್ತಿಯ ಅರ್ಹತೆ, ಕಟ್‌ಆಫ್ ದಿನಾಂಕ, ಭೂಬಳಕೆ, ವಿಸ್ತೀರ್ಣ ಹಾಗೂ ಮಾಸ್ಟರ್ ಪ್ಲಾನ್‌ಗೆ ಹೊಂದಾಣಿಕೆ ಪರಿಶೀಲಿಸಿ, ಸರ್ಕಾರ ನಿಗದಿಪಡಿಸಿರುವ ಶುಲ್ಕ ಮತ್ತು ಪ್ರಕ್ರಿಯೆಯಂತೆ ಅರ್ಜಿ ಸಲ್ಲಿಸುವುದು ಮುಖ್ಯವಾಗಿದೆ. ಬೆಂಗಳೂರಿನಿಂದ ಹಿಡಿದು ರಾಜ್ಯದ ವಿವಿಧ ನಗರ ಮತ್ತು ಗ್ರಾಮೀಣ ಪ್ರದೇಶಗಳವರೆಗೆ ಬಿ ಖಾತಾ ಸಮಸ್ಯೆ ಎದುರಿಸುತ್ತಿರುವ ಅರ್ಹ ಆಸ್ತಿ ಮಾಲೀಕರಿಗೆ ಸರ್ಕಾರದ ಗಡುವು ವಿಸ್ತರಣೆ ದಾಖಲೆಗಳನ್ನು ಕ್ರಮಬದ್ಧಗೊಳಿಸಿಕೊಳ್ಳಲು ಮಹತ್ವದ ಅವಕಾಶವಾಗಿದೆ. ಆದರೆ ಅರ್ಹತೆ ಮತ್ತು ಕಾನೂನುಬದ್ಧ ಷರತ್ತುಗಳನ್ನು ಪೂರೈಸಿದ ಆಸ್ತಿಗಳಿಗೆ ಮಾತ್ರ ಎ ಖಾತಾ ಸಿಗುತ್ತದೆಯೇ ಎಂಬುದು ಈ ಯೋಜನೆಯ ಪ್ರಮುಖ ಅಂಶವಾಗಿದೆ. bbox=[1224, 210, 1488, 554]
lead-col2-subhead-2: ಗ್ರಾಮೀಣ ಪ್ರದೇಶಗಳಲ್ಲಿ: bbox=[675, 967, 773, 981]
pendrive-col4: ಮುಖ್ಯಮಂತ್ರಿ ಡಿ.ಕೆ. ಶಿವಕುಮಾರ್ ಅವರು ತಮ್ಮ ನಾಯಕ ರಾಹುಲ್ ಗಾಂಧಿ ಅವರನ್ನು ಕೇಳಿಕೊಂಡು ಬಂದ ನಂತರ ಇನ್ನಷ್ಟು ಬೇಗ ರಾಜೀನಾಮೆ ಪಡೆಯಬೇಕು ಎಂದು ಹೇಳಲಿ ಎಂದು ಅವರು ವ್ಯಂಗ್ಯವಾಡಿದರು. bbox=[1224, 2257, 1488, 2326]
brand-logo bbox=[609, 20, 1067, 152]
masthead bbox=[0, 0, 1517, 152]
lead-col2-a: ಸರ್ಕಾರದ ಪ್ರಸ್ತುತ ವ್ಯವಸ್ಥೆಯಡಿ ನಗರ ಸ್ಥಳೀಯ ಸಂಸ್ಥೆ ಅಥವಾ ಗ್ರಾಮ ಪಂಚಾಯತಿ ವ್ಯಾಪ್ತಿಯಲ್ಲಿರುವ ಗರಿಷ್ಠ 1,000 ಚದರ ಮೀಟರ್, ಅಂದರೆ ಸುಮಾರು 10,764 ಚದರ ಅಡಿ ವಿಸ್ತೀರ್ಣದ ಆಸ್ತಿಗಳಿಗೆ ಅವಕಾಶ ಕಲ್ಪಿಸಲಾಗಿದೆ. ಆದರೆ ಕೇವಲ ವಿಸ್ತೀರ್ಣದ ಮಿತಿ ಪೂರೈಸಿದರೆ ಸಾಕಾಗುವುದಿಲ್ಲ. ಆಸ್ತಿ ಕಡ್ಡಾಯವಾಗಿ ಅಧಿಕೃತ ಬಡಾವಣೆಯಲ್ಲಿ ಇರಬೇಕು ಹಾಗೂ ಸಂಬಂಧಪಟ್ಟ ಪ್ರದೇಶದ ಮಾಸ್ಟರ್ ಪ್ಲಾನ್, ವಲಯ ನಿಯಮಗಳು ಹಾಗೂ ನಗರಾಭಿವೃದ್ಧಿ ಪ್ರಾಧಿಕಾರದ ನಿಯಮಗಳಿಗೆ ಅನುಗುಣವಾಗಿರಬೇಕು. bbox=[675, 509, 940, 652]
dk-col2: ನಿಟ್ಟಿನಲ್ಲಿ ಈಗಾಗಲೇ ಅನೌಪಚಾರಿಕ ಸಂದೇಶ ರವಾನೆಯಾಗಿದ್ದು, ಇಲಾಖಾವಾರು ಸಚಿವರ ಸಾಧನೆಯ ವರದಿಯನ್ನು ಸಲ್ಲಿಸುವಂತೆ ಸೂಚಿಸಲಾಗಿದೆ ಎಂದು ಮೂಲಗಳು ತಿಳಿಸಿವೆ. ಸರ್ಕಾರಕ್ಕೆ ಇನ್ನೂ ಒಂದೂವರೆ ವರ್ಷ 8 ತಿಂಗಳು ಮಾತ್ರ ಕಾಲಾವಧಿ ಇದೆ. ಈ ಹಿನ್ನೆಲೆಯಲ್ಲಿ ಉತ್ತಮವಾಗಿ ಕೆಲಸ ನಿರ್ವಹಿಸಿ ಜನ ಮನ್ನಣೆಗಳಿಸುವುದು ದೊಡ್ಡ ಸವಾಲು. ಅಧಿಕಾರ ಹಸ್ತಾಂತರ ವೇಳೆ ಪಕ್ಷಕ್ಕೆ ಹಾನಿ ಮಾಡಿದ ಸಿದ್ದರಾಮಯ್ಯ ಅವರ ಬದಿಯನ್ನು ಶಾಸಕರ ಬಗ್ಗೆ ಹೈಕಮಾಂಡ್ ಚಿಂತೆಗೀಡಾಗಿದೆ. ಅದಕ್ಕಾಗಿ ಕೆಲವು ಸಚಿವರ ಕಾರ್ಯವೈಖರಿ ಆಧಾರದಲ್ಲಿ ಕೈಬಿಡುವ ಅಥವಾ ಸಂಪುಟ ಪುನಾರಚನೆಯ ಮೂಲಕ ಸರ್ಕಾರದ ಆಡಳಿತ ಸರ್ಕಾರದ ಉತ್ತಮ bbox=[675, 1625, 940, 1804]
lead-col1: ಬೆಂಗಳೂರು: ಬಿ ಖಾತಾ ಆಸ್ತಿ ಮಾಲೀಕರಿಗೆ ಕರ್ನಾಟಕ ಸರ್ಕಾರ ಮತ್ತೊಂದು ಅವಕಾಶ ನೀಡಿದ್ದು, ಬಿ ಖಾತಾದಿಂದ ಎ ಖಾತಾಗೆ ಪರಿವರ್ತಿಸಿಕೊಳ್ಳುವ ವಿಶೇಷ ಯೋಜನೆಯ ಅವಧಿಯನ್ನು 2027ರ ಡಿಸೆಂಬರ್ 31ರವರೆಗೆ ವಿಸ್ತರಿಸಿದೆ. ಬೆಂಗಳೂರು ಮತ್ತು ರಾಜ್ಯದ ನಗರ ಹಾಗೂ ಗ್ರಾಮೀಣ ಪ್ರದೇಶಗಳಲ್ಲಿರುವ ಅರ್ಹ ಆಸ್ತಿ ಮಾಲೀಕರಿಗೆ ಈ ನಿರ್ಧಾರದಿಂದ ಅನುಕೂಲವಾಗಲಿದೆ. ಬಹುಕಾಲದಿಂದ ಬಿ ಖಾತಾ ಸಮಸ್ಯೆ ಎದುರಿಸುತ್ತಿರುವ ಆಸ್ತಿ ಮಾಲೀಕರಿಗೆ ಇದು ಮಹತ್ವದ ಬೆಳವಣಿಗೆಯಾಗಿದೆ. ಈ ಯೋಜನೆಯಿಂದಾಗಿ ಬೆಂಗಳೂರಿನಲ್ಲಿ ಲಕ್ಷಾಂತರ ಆಸ್ತಿ ಮಾಲೀಕರಿಗೆ ಕಾನೂನುಬದ್ಧ ಹಕ್ಕು, ಬ್ಯಾಂಕ್ ಸಾಲ ಸೌಲಭ್ಯ ಹಾಗೂ ಆಸ್ತಿ ಮಾರಾಟಕ್ಕೆ ಎದುರಾಗುತ್ತಿದ್ದ ತೊಡಕುಗಳು ನಿವಾರಣೆಯಾಗಲಿವೆ. ಬಿ ಖಾತಾ ಇರುವ ಕಾರಣ ಬ್ಯಾಂಕ್ ಸಾಲ ಪಡೆಯುವುದು, ಆಸ್ತಿ ಮಾರಾಟ ಅಥವಾ ವರ್ಗಾವಣೆ ಸೇರಿದಂತೆ ಹಲವು ವ್ಯವಹಾರಗಳಲ್ಲಿ ತೊಡಕು ಎದುರಾಗುತ್ತಿತ್ತು. ಇದೀಗ ಸರ್ಕಾರ ನಿಗದಿಪಡಿಸಿರುವ ನಿಯಮಗಳಿಗೆ ಒಳಪಡುವ ಆಸ್ತಿಗಳನ್ನು ಎ ಖಾತಾಗೆ ಪರಿವರ್ತಿಸಿಕೊಳ್ಳಲು ಹೆಚ್ಚುವರಿ ಕಾಲಾವಕಾಶ ಸಿಕ್ಕಿದೆ. bbox=[396, 210, 665, 499]
subscription-ad bbox=[37, 2236, 377, 2373]
pendrive-col2: ಎಂಬ ಬಗ್ಗೆ ಕೆಲ ಅನುಭವಸ್ಥರು ಸಲಹೆ ನೀಡಿದ್ದರು. ಕಾಂಗ್ರೆಸ್‌ನ ಶಕ್ತಿಯನ್ನು ಯಾವ ರೀತಿಯಲ್ಲಿ ಎದುರಿಸಬೇಕು ಎಂಬುದನ್ನು ಗಮನದಲ್ಲಿಟ್ಟುಕೊಂಡು ಸೂಕ್ತ ಸಮಯಕ್ಕಾಗಿ ಕಾಯುತ್ತಿದ್ದೇನೆ ಎಂದರು. ಪೆನ್‌ಡ್ರೈವ್‌ನಲ್ಲಿ ಇಬ್ಬರು ಎಂಜಿನಿಯರ್‌ಗಳ ನಡುವಿನ ಮಾತುಕತೆ ಇದೆ. ವರ್ಗಾವಣೆ ಹಾಗೂ ಬಡ್ತಿ ಪಡೆಯಲು ಹಣ ನೀಡಿರುವ ಬಗ್ಗೆ ಅವರು ಮಾತನಾಡಿರುವುದು ದಾಖಲಾಗಿದೆ. ಬಡ್ತಿಗೆ ಹಣ ತಂದು ಸಚಿವರಿಗೆ ನೀಡಿ ಬಡ್ತಿ ಪಡೆದಿರುವುದಾಗಿ ಒಬ್ಬರು ಹೇಳಿಕೊಂಡಿದ್ದಾರೆ. ಇನ್ನೊಬ್ಬರು ತಾವು ತಂದ ಹಣ ನೀಡಿ ಕೆಲಸ ಮಾಡಿಸಿಕೊಂಡಿರುವ ಬಗ್ಗೆ ಹೇಳುತ್ತಾರೆ. ಈ ವಿಚಾರವನ್ನು ನಾನು ಸುಮ್ಮನೆ ಹೇಳುತ್ತಿಲ್ಲ. ಸದ್ಯದಲ್ಲೇ ಎಲ್ಲವೂ ಹೊರಬರಲಿದೆ. ಹಣ ನೀಡಿ ಮುಂದೆ ಬರಲು ಎಂದು ಅವರು ಹೇಳಿದರು. bbox=[675, 1932, 940, 2147]
issue-date: ಬುಧವಾರ 16-09-2026 bbox=[222, 76, 504, 110]
b-khata-doc bbox=[706, 336, 854, 473]
lead-col2-c: 2025ರ ಏಪ್ರಿಲ್ 7ರಂದು ಅಥವಾ ಅದಕ್ಕೂ ಮೊದಲು ಬಿ ಖಾತಾ ದಾಖಲಾಗಿರಬೇಕು. ಖಾತಾ ಇಲ್ಲದ ಆಸ್ತಿಗಳ ವಿಷಯದಲ್ಲಿಯೂ ನಿರ್ದಿಷ್ಟ ಷರತ್ತುಗಳಿದ್ದು, ಸಂಬಂಧಪಟ್ಟ ಕಟ್‌ಆಫ್ ದಿನಾಂಕಕ್ಕಿಂತ ಮುನ್ನ ನೋಂದಾಯಿತ ವಹಿವಾಟು ನಡೆದಿರುವುದು bbox=[675, 986, 940, 1055]
a-khata-label: A Khata bbox=[944, 408, 1021, 429]
continued-tag bbox=[37, 152, 377, 176]
lead-col1-subhead: ಏನಿದು ಗಡುವಿನ ವಿಸ್ತರಣೆ? bbox=[396, 738, 506, 753]
ad-line: ಕನ್ನಡ ದಿನಪತ್ರಿಕೆಯನ್ನು ತಪ್ಪದೆ ಓದಿರಿ. bbox=[111, 2296, 303, 2315]
leopard-photo bbox=[37, 1233, 377, 1386]
left-story2-headline-2: ಚಿರತೆ ; ಗ್ರಾಮಸ್ಥರಲ್ಲಿ ಆತಂಕ bbox=[125, 1186, 292, 1208]
logo-right-word: ನ್ಯೂಸ್ bbox=[879, 42, 1046, 131]
bull-mascot-icon bbox=[787, 46, 874, 137]
